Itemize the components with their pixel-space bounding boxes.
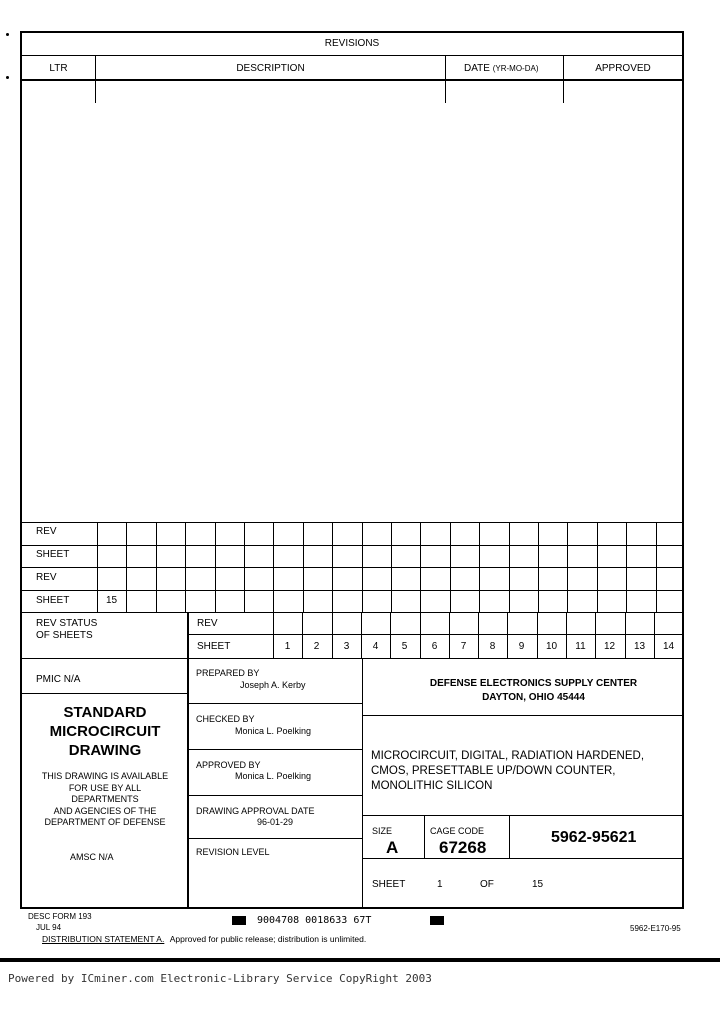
- prepared-by-name: Joseph A. Kerby: [240, 680, 306, 690]
- rev-status-rev-label: REV: [197, 618, 218, 629]
- rev-row-label: REV: [36, 526, 57, 537]
- title-standard: STANDARD: [63, 704, 147, 721]
- rev-row-label: REV: [36, 572, 57, 583]
- availability-statement: THIS DRAWING IS AVAILABLE FOR USE BY ALL DEPARTMENTS AND AGENCIES OF THE DEPARTMENT OF DEFENSE: [41, 771, 169, 827]
- grid-col-line: [479, 522, 480, 612]
- status-sheet-number: 8: [489, 641, 496, 652]
- grid-col-line: [273, 522, 274, 612]
- title-microcircuit: MICROCIRCUIT: [49, 723, 161, 740]
- grid-col-line: [303, 522, 304, 612]
- agency-line2: DAYTON, OHIO 45444: [482, 692, 585, 703]
- size-value: A: [386, 838, 399, 857]
- form-date: JUL 94: [36, 923, 62, 932]
- drawing-number: 5962-95621: [551, 829, 637, 846]
- drawing-title-line2: CMOS, PRESETTABLE UP/DOWN COUNTER,: [371, 765, 616, 777]
- rev-row4-cell: 15: [105, 595, 118, 606]
- sheet-label: SHEET: [372, 879, 406, 890]
- doc-code: 5962-E170-95: [630, 924, 681, 933]
- cage-code-label: CAGE CODE: [430, 826, 485, 836]
- status-sheet-number: 11: [575, 641, 586, 652]
- margin-mark: [6, 33, 9, 36]
- grid-row-line: [20, 567, 684, 568]
- status-sheet-number: 10: [545, 641, 558, 652]
- rev-status-label: REV STATUS OF SHEETS: [36, 618, 98, 641]
- drawing-title-line1: MICROCIRCUIT, DIGITAL, RADIATION HARDENED,: [371, 750, 645, 762]
- prepared-by-label: PREPARED BY: [196, 668, 260, 678]
- grid-col-line: [156, 522, 157, 612]
- checked-by-name: Monica L. Poelking: [235, 726, 312, 736]
- of-value: 15: [532, 879, 544, 890]
- distribution-statement: DISTRIBUTION STATEMENT A. Approved for public release; distribution is unlimited.: [42, 934, 367, 944]
- grid-col-line: [420, 522, 421, 612]
- size-label: SIZE: [372, 826, 393, 836]
- rev-row-label: SHEET: [36, 595, 70, 606]
- barcode-text: 9004708 0018633 67T: [257, 915, 372, 926]
- grid-col-line: [126, 522, 127, 612]
- grid-col-line: [450, 522, 451, 612]
- grid-col-line: [185, 522, 186, 612]
- status-sheet-number: 6: [431, 641, 438, 652]
- status-sheet-number: 1: [284, 641, 291, 652]
- grid-row-line: [20, 522, 684, 523]
- status-sheet-number: 4: [372, 641, 379, 652]
- status-sheet-number: 5: [401, 641, 408, 652]
- col-approved: APPROVED: [595, 63, 651, 74]
- grid-col-line: [244, 522, 245, 612]
- status-sheet-number: 7: [460, 641, 467, 652]
- grid-col-line: [597, 522, 598, 612]
- grid-row-line: [20, 590, 684, 591]
- drawing-title-line3: MONOLITHIC SILICON: [371, 780, 493, 792]
- status-sheet-number: 2: [313, 641, 320, 652]
- cage-code-value: 67268: [439, 838, 487, 857]
- grid-col-line: [656, 522, 657, 612]
- checked-by-label: CHECKED BY: [196, 714, 255, 724]
- grid-col-line: [362, 522, 363, 612]
- bottom-rule: [0, 958, 720, 962]
- rev-row-label: SHEET: [36, 549, 70, 560]
- revision-level-label: REVISION LEVEL: [196, 847, 270, 857]
- approval-date-label: DRAWING APPROVAL DATE: [196, 806, 315, 816]
- col-date: DATE (YR-MO-DA): [464, 63, 539, 74]
- amsc-label: AMSC N/A: [70, 852, 114, 862]
- approved-by-label: APPROVED BY: [196, 760, 261, 770]
- approved-by-name: Monica L. Poelking: [235, 771, 312, 781]
- grid-col-line: [332, 522, 333, 612]
- col-description: DESCRIPTION: [236, 63, 305, 74]
- status-sheet-number: 3: [343, 641, 350, 652]
- grid-col-line: [538, 522, 539, 612]
- sheet-value: 1: [437, 879, 443, 890]
- approval-date-value: 96-01-29: [257, 817, 294, 827]
- grid-row-line: [20, 545, 684, 546]
- powered-by: Powered by ICminer.com Electronic-Library Service CopyRight 2003: [8, 972, 432, 985]
- grid-row-line: [20, 612, 684, 613]
- status-sheet-number: 9: [518, 641, 525, 652]
- title-drawing: DRAWING: [68, 742, 142, 759]
- margin-mark: [6, 76, 9, 79]
- agency-line1: DEFENSE ELECTRONICS SUPPLY CENTER: [429, 678, 638, 689]
- rev-status-sheet-label: SHEET: [197, 641, 231, 652]
- of-label: OF: [480, 879, 494, 890]
- grid-col-line: [567, 522, 568, 612]
- grid-col-line: [215, 522, 216, 612]
- grid-col-line: [509, 522, 510, 612]
- status-sheet-number: 14: [662, 641, 675, 652]
- status-mid-line: [188, 634, 684, 635]
- revisions-title: REVISIONS: [324, 38, 380, 49]
- pmic-label: PMIC N/A: [36, 674, 81, 685]
- status-sheet-number: 13: [633, 641, 646, 652]
- grid-col-line: [626, 522, 627, 612]
- barcode-block-right: [430, 916, 444, 925]
- status-sheet-number: 12: [603, 641, 616, 652]
- grid-col-line: [391, 522, 392, 612]
- col-ltr: LTR: [49, 63, 68, 74]
- form-number: DESC FORM 193: [28, 912, 92, 921]
- barcode-block-left: [232, 916, 246, 925]
